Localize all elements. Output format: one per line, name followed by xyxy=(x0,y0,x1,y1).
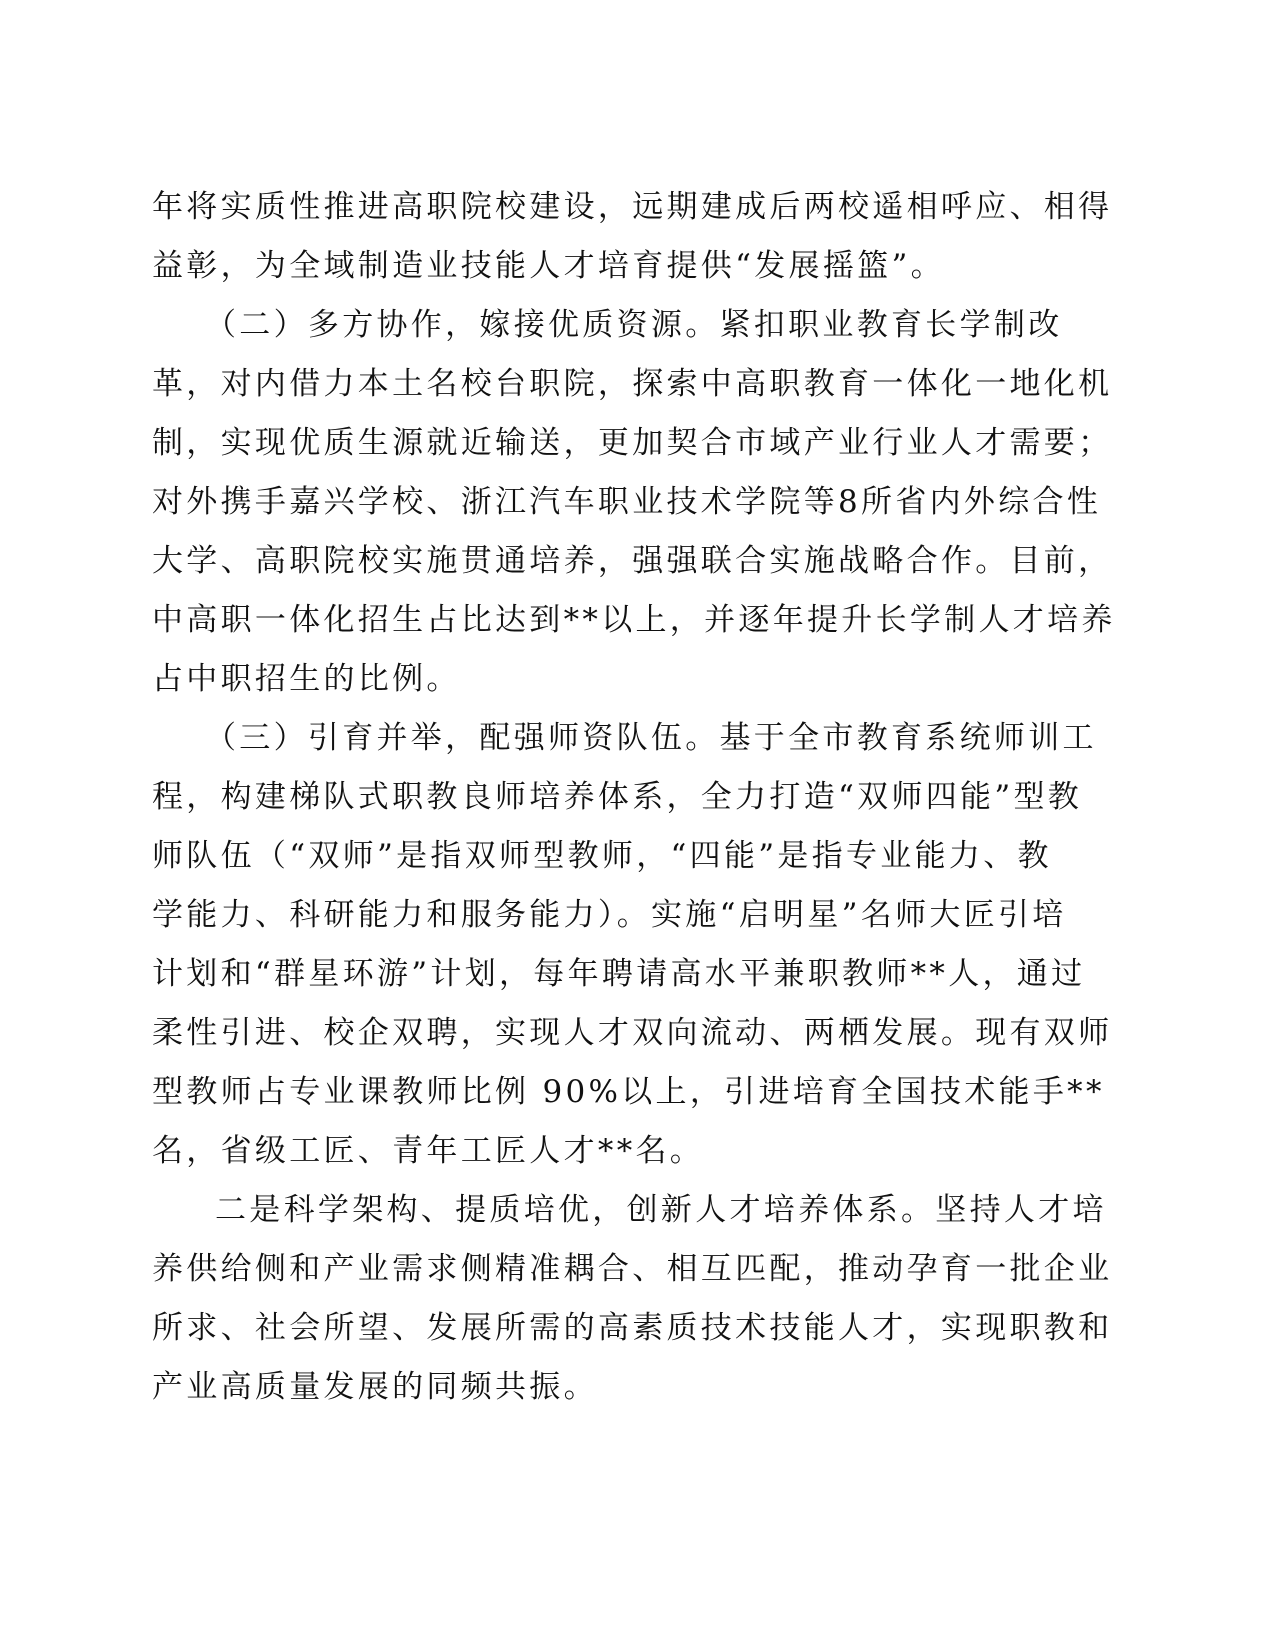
text-line: 计划和“群星环游”计划，每年聘请高水平兼职教师**人，通过 xyxy=(152,956,1086,992)
text-line: 对外携手嘉兴学校、浙江汽车职业技术学院等8所省内外综合性 xyxy=(152,484,1102,520)
text-line: 益彰，为全域制造业技能人才培育提供“发展摇篮”。 xyxy=(152,248,945,284)
text-line: 制，实现优质生源就近输送，更加契合市域产业行业人才需要； xyxy=(152,425,1113,461)
text-line: 年将实质性推进高职院校建设，远期建成后两校遥相呼应、相得 xyxy=(152,189,1113,225)
text-line: 名，省级工匠、青年工匠人才**名。 xyxy=(152,1133,705,1169)
text-line: 程，构建梯队式职教良师培养体系，全力打造“双师四能”型教 xyxy=(152,779,1083,815)
text-line: 革，对内借力本土名校台职院，探索中高职教育一体化一地化机 xyxy=(152,366,1113,402)
section-heading-line xyxy=(152,296,1082,355)
text-line: 产业高质量发展的同频共振。 xyxy=(152,1369,598,1405)
text-line: 师队伍（“双师”是指双师型教师，“四能”是指专业能力、教 xyxy=(152,838,1052,874)
text-line: 大学、高职院校实施贯通培养，强强联合实施战略合作。目前， xyxy=(152,543,1113,579)
section-heading-line xyxy=(152,709,1097,768)
section-heading-three: （三）引育并举，配强师资队伍。基于全市教育系统师训工 xyxy=(205,720,1097,756)
body-text xyxy=(152,178,1116,1417)
text-line: 型教师占专业课教师比例 90%以上，引进培育全国技术能手** xyxy=(152,1074,1105,1110)
text-line: 养供给侧和产业需求侧精准耦合、相互匹配，推动孕育一批企业 xyxy=(152,1251,1113,1287)
text-line: 中高职一体化招生占比达到**以上，并逐年提升长学制人才培养 xyxy=(152,602,1116,638)
text-line: 学能力、科研能力和服务能力）。实施“启明星”名师大匠引培 xyxy=(152,897,1067,933)
text-line: 柔性引进、校企双聘，实现人才双向流动、两栖发展。现有双师 xyxy=(152,1015,1113,1051)
section-heading-two: （二）多方协作，嫁接优质资源。紧扣职业教育长学制改 xyxy=(205,307,1063,343)
paragraph-start-line: 二是科学架构、提质培优，创新人才培养体系。坚持人才培 xyxy=(215,1192,1107,1228)
text-line: 所求、社会所望、发展所需的高素质技术技能人才，实现职教和 xyxy=(152,1310,1113,1346)
text-line: 占中职招生的比例。 xyxy=(152,661,461,697)
